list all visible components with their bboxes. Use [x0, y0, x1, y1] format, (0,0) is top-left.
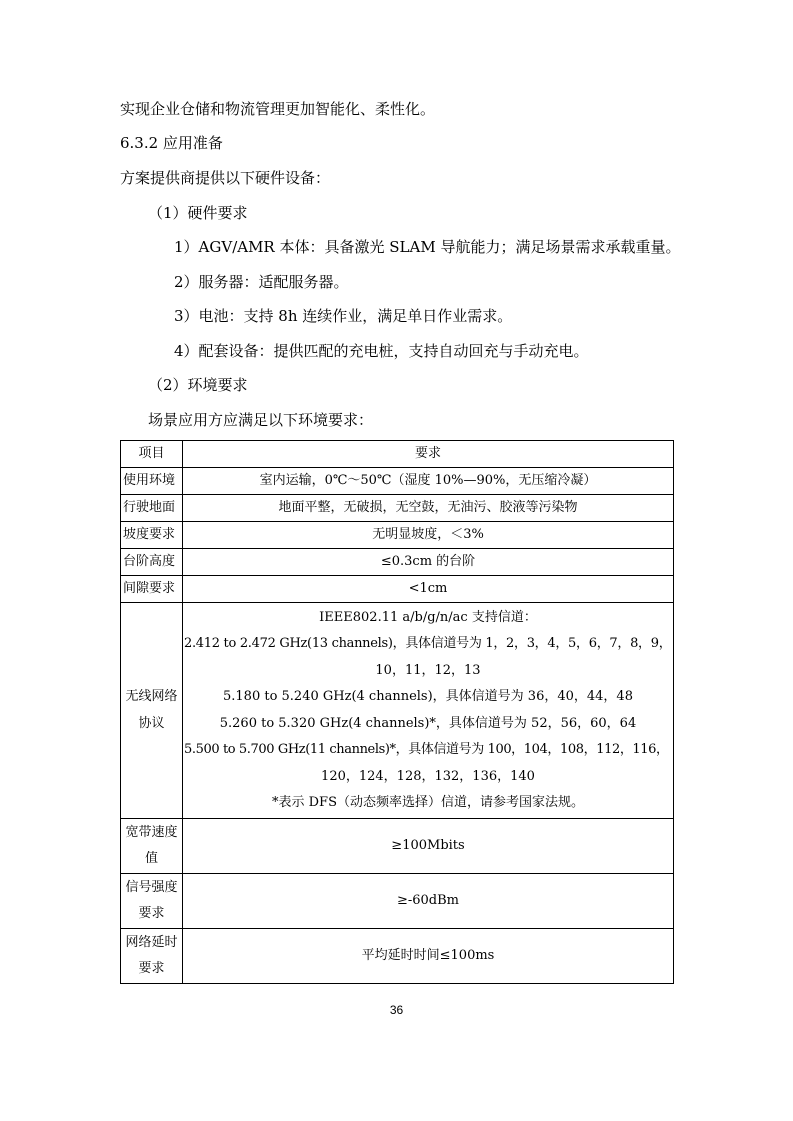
row-label-latency-line2: 要求 [138, 961, 165, 976]
table-row-wireless [121, 603, 674, 819]
row-value-slope: 无明显坡度，＜3% [183, 522, 674, 549]
row-label-signal [121, 874, 183, 929]
wireless-line: 5.500 to 5.700 GHz(11 channels)*，具体信道号为 100，104，108，112，116， [184, 742, 669, 757]
paragraph-environment-intro: 场景应用方应满足以下环境要求： [148, 411, 374, 429]
header-requirement: 要求 [183, 441, 674, 468]
row-label-latency-line1: 网络延时 [125, 934, 178, 950]
row-value-latency: 平均延时时间≤100ms [183, 929, 674, 984]
row-label-ground: 行驶地面 [121, 495, 183, 522]
row-label-bandwidth [121, 819, 183, 874]
row-label-usage: 使用环境 [121, 468, 183, 495]
row-value-usage: 室内运输，0℃～50℃（湿度 10%—90%，无压缩冷凝） [183, 468, 674, 495]
row-label-wireless-line2: 协议 [138, 715, 165, 731]
paragraph-1: 实现企业仓储和物流管理更加智能化、柔性化。 [120, 100, 436, 118]
row-value-bandwidth: ≥100Mbits [183, 819, 674, 874]
table-row [121, 549, 674, 576]
row-value-wireless [183, 603, 674, 819]
row-label-bandwidth-line1: 宽带速度 [125, 824, 178, 840]
wireless-line: *表示 DFS（动态频率选择）信道，请参考国家法规。 [272, 795, 584, 810]
table-header-row [121, 441, 674, 468]
wireless-line: 10，11，12，13 [375, 662, 481, 678]
table-row-bandwidth [121, 819, 674, 874]
table-row-latency [121, 929, 674, 984]
page-number: 36 [389, 1003, 404, 1017]
list-item-server: 2）服务器：适配服务器。 [174, 273, 349, 291]
paragraph-intro: 方案提供商提供以下硬件设备： [120, 169, 331, 187]
section-heading: 6.3.2 应用准备 [120, 134, 223, 152]
row-value-step: ≤0.3cm 的台阶 [183, 549, 674, 576]
subheading-hardware: （1）硬件要求 [148, 204, 248, 222]
list-item-agv: 1）AGV/AMR 本体：具备激光 SLAM 导航能力；满足场景需求承载重量。 [174, 238, 681, 256]
table-row-signal [121, 874, 674, 929]
table-row [121, 522, 674, 549]
row-label-signal-line2: 要求 [138, 906, 165, 921]
wireless-line: 5.260 to 5.320 GHz(4 channels)*，具体信道号为 52，56，60，64 [219, 715, 637, 731]
row-label-gap: 间隙要求 [121, 576, 183, 603]
table-row [121, 576, 674, 603]
row-label-wireless-line1: 无线网络 [125, 689, 178, 704]
wireless-line: 2.412 to 2.472 GHz(13 channels)，具体信道号为 1，2，3，4，5，6，7，8，9， [184, 636, 672, 651]
wireless-line: 5.180 to 5.240 GHz(4 channels)，具体信道号为 36，40，44，48 [223, 689, 633, 704]
row-value-gap: <1cm [183, 576, 674, 603]
list-item-battery: 3）电池：支持 8h 连续作业，满足单日作业需求。 [174, 307, 513, 325]
row-label-step: 台阶高度 [121, 549, 183, 576]
row-label-signal-line1: 信号强度 [125, 879, 178, 895]
row-label-slope: 坡度要求 [121, 522, 183, 549]
row-label-wireless [121, 603, 183, 819]
table-row [121, 495, 674, 522]
row-label-bandwidth-line2: 值 [144, 851, 158, 866]
environment-requirements-table [120, 440, 674, 984]
subheading-environment: （2）环境要求 [148, 376, 248, 394]
header-item: 项目 [121, 441, 183, 468]
row-value-signal: ≥-60dBm [183, 874, 674, 929]
row-value-ground: 地面平整，无破损，无空鼓，无油污、胶液等污染物 [183, 495, 674, 522]
row-label-latency [121, 929, 183, 984]
list-item-equipment: 4）配套设备：提供匹配的充电桩，支持自动回充与手动充电。 [174, 342, 589, 360]
wireless-line: 120，124，128，132，136，140 [321, 768, 535, 784]
table-row [121, 468, 674, 495]
wireless-line: IEEE802.11 a/b/g/n/ac 支持信道： [319, 609, 537, 625]
